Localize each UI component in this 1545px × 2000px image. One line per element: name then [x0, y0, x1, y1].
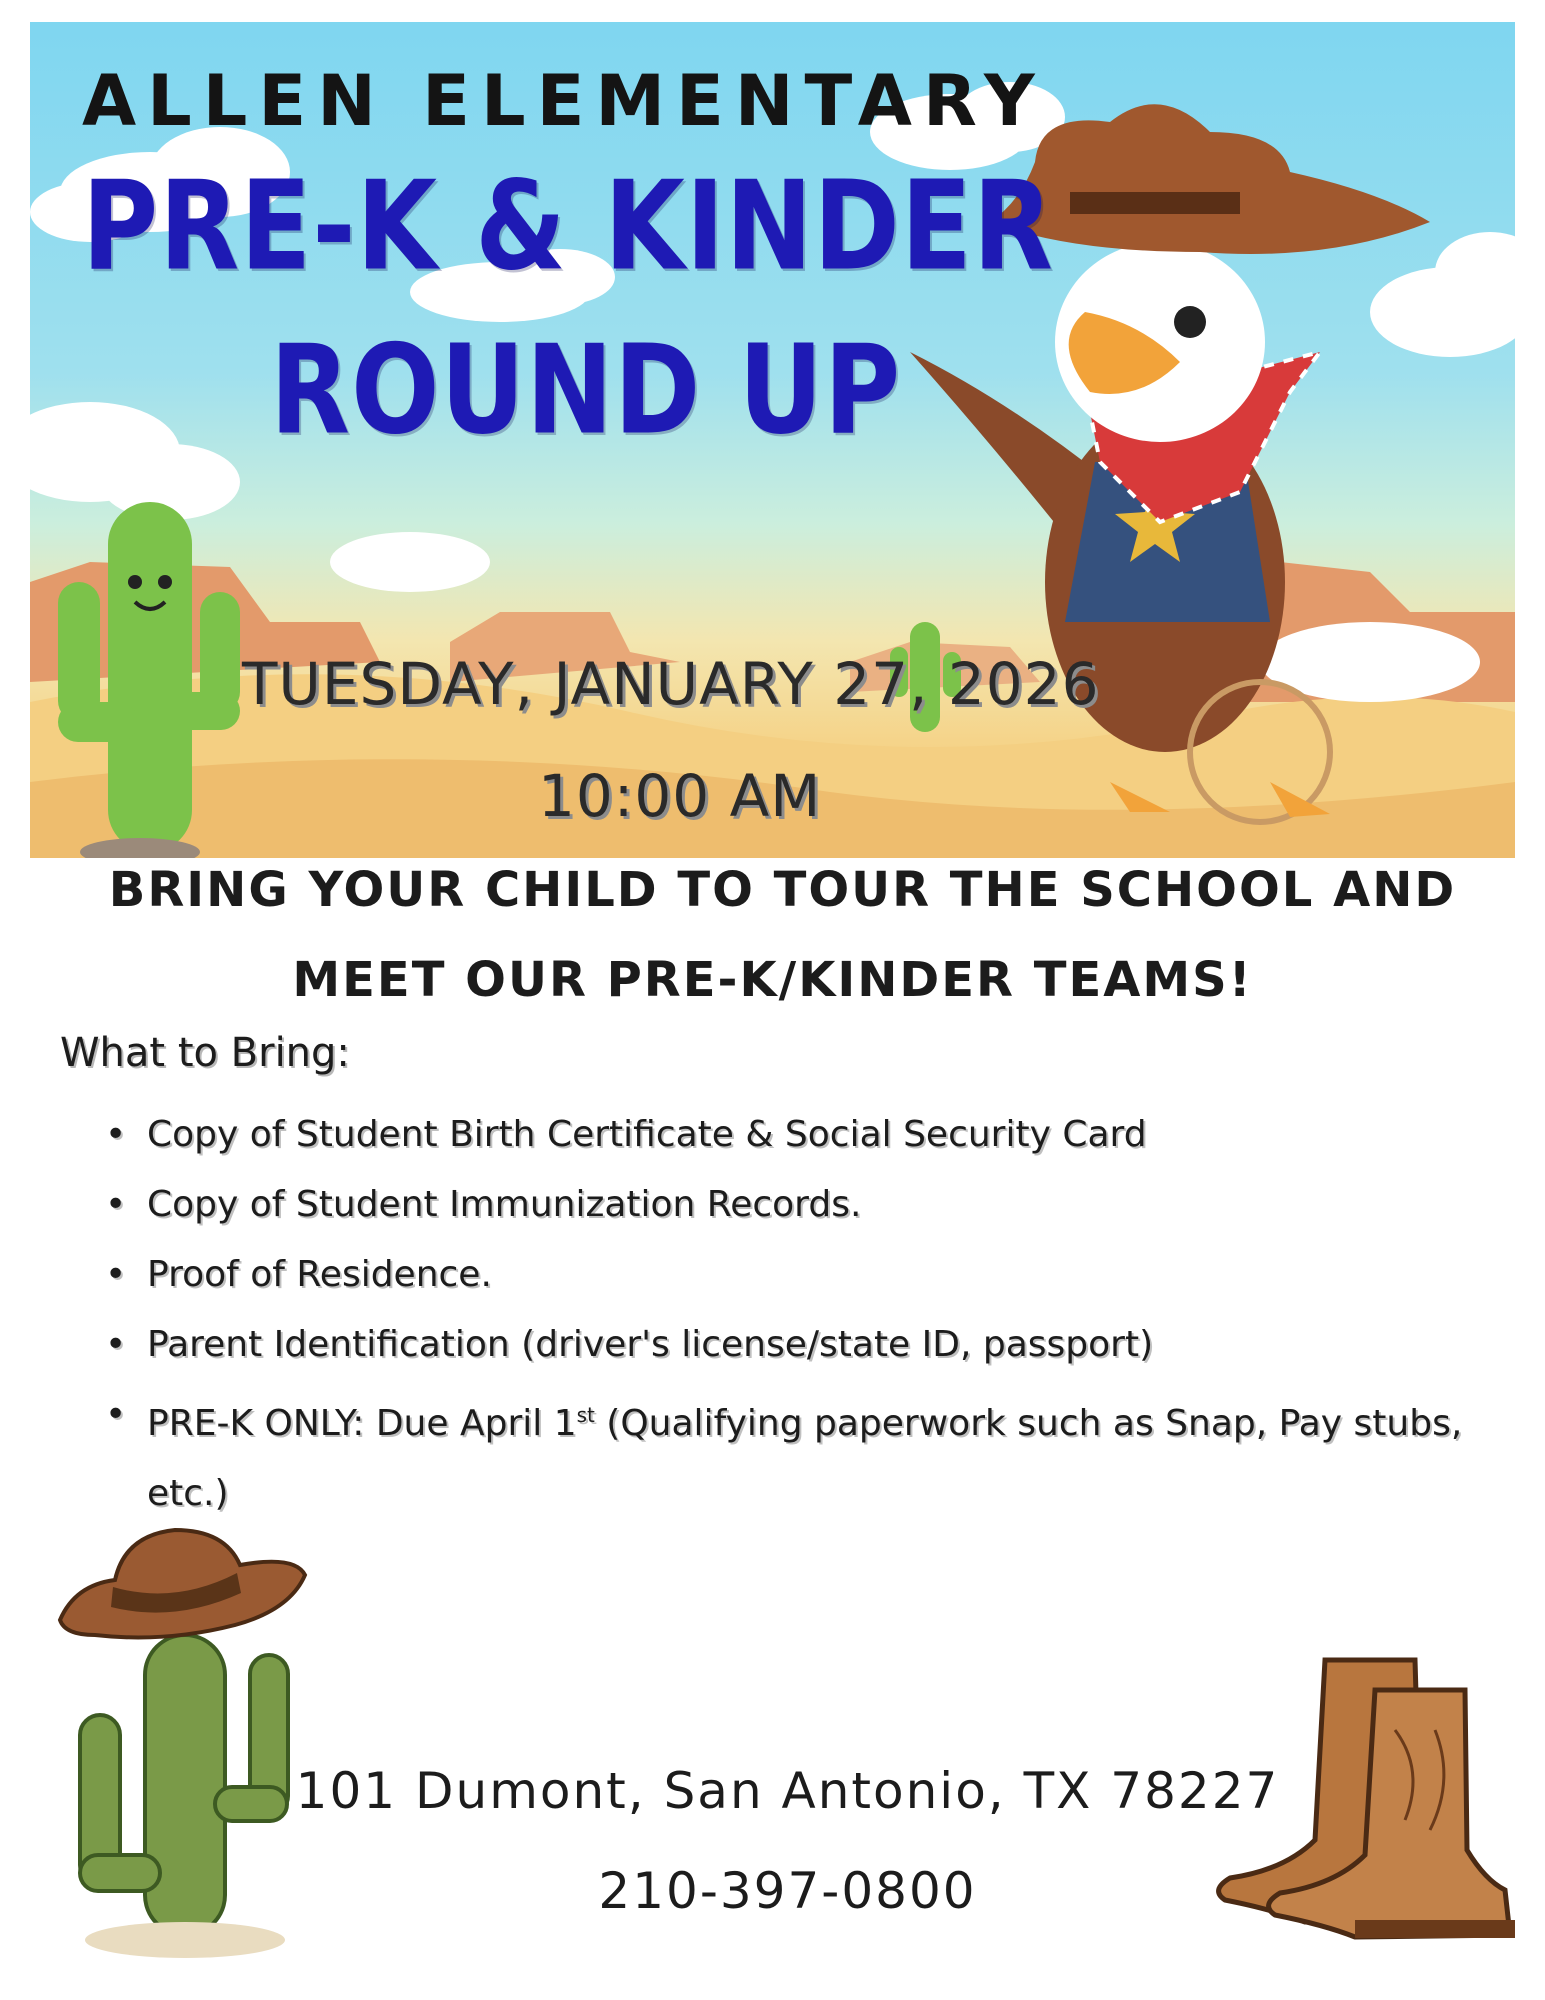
- invitation-line1: BRING YOUR CHILD TO TOUR THE SCHOOL AND: [108, 862, 1457, 918]
- list-item-text: [147, 1380, 1487, 1529]
- prek-item-superscript: st: [576, 1403, 595, 1427]
- bullet-icon: •: [105, 1184, 127, 1225]
- bullet-icon: •: [105, 1324, 127, 1365]
- list-item-prek: [105, 1380, 1505, 1529]
- list-item: [105, 1240, 1505, 1310]
- list-item-text: Copy of Student Immunization Records.: [147, 1184, 862, 1225]
- event-time: 10:00 AM: [538, 762, 822, 830]
- list-item: [105, 1170, 1505, 1240]
- school-phone: 210-397-0800: [598, 1862, 977, 1920]
- school-name: ALLEN ELEMENTARY: [82, 60, 1046, 142]
- list-item-text: Copy of Student Birth Certificate & Social Security Card: [147, 1114, 1147, 1155]
- list-item-text: Proof of Residence.: [147, 1254, 492, 1295]
- cowboy-hat-icon: [60, 1530, 305, 1637]
- event-banner: [30, 22, 1515, 858]
- prek-item-suffix: (Qualifying paperwork such as Snap, Pay stubs, etc.): [147, 1403, 1463, 1514]
- list-item: [105, 1310, 1505, 1380]
- prek-item-prefix: PRE-K ONLY: Due April 1: [147, 1403, 577, 1444]
- bullet-icon: •: [105, 1114, 127, 1155]
- what-to-bring-heading: What to Bring:: [60, 1030, 350, 1076]
- school-address: 101 Dumont, San Antonio, TX 78227: [295, 1762, 1280, 1820]
- what-to-bring-list: [105, 1100, 1505, 1529]
- bullet-icon: •: [105, 1254, 127, 1295]
- list-item: [105, 1100, 1505, 1170]
- list-item-text: Parent Identification (driver's license/state ID, passport): [147, 1324, 1154, 1365]
- event-title-line2: ROUND UP: [270, 318, 902, 462]
- event-title-line1: PRE-K & KINDER: [82, 154, 1054, 298]
- bullet-icon: •: [105, 1394, 127, 1435]
- event-date: TUESDAY, JANUARY 27, 2026: [242, 650, 1100, 718]
- invitation-line2: MEET OUR PRE-K/KINDER TEAMS!: [292, 952, 1253, 1008]
